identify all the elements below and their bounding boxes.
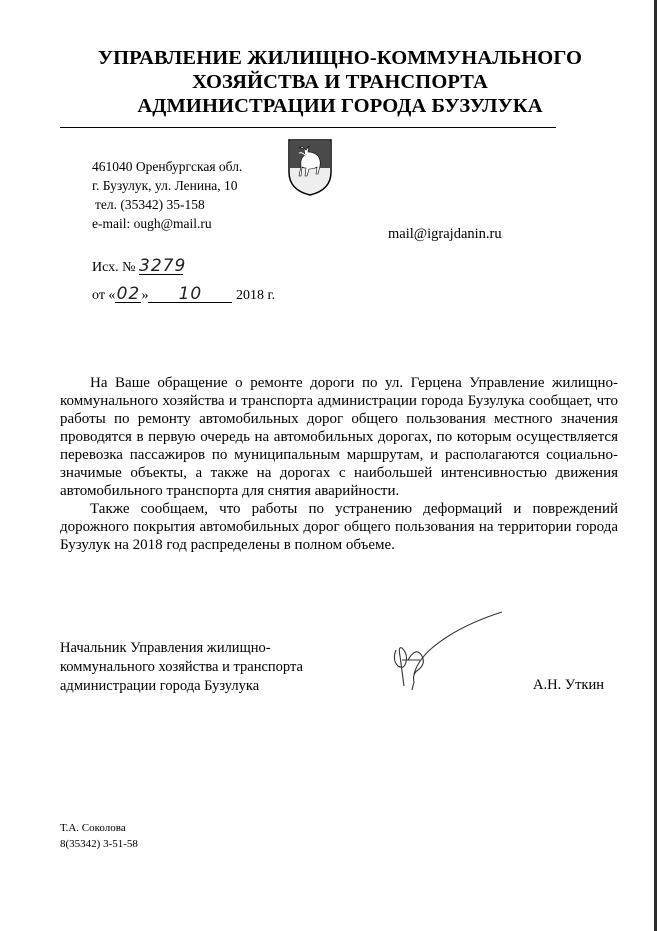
signatory-title-line-2: коммунального хозяйства и транспорта [60, 659, 303, 675]
date-mid: » [141, 288, 149, 303]
signer-name: А.Н. Уткин [533, 677, 604, 693]
body-paragraph-1: На Ваше обращение о ремонте дороги по ул. Герцена Управление жилищно-коммунального хозяйства и транспорта администрации города Бузулука сообщает, что работы по ремонту автомобильных дорог общего пользования местного значения проводятся в первую очередь на автомобильных дорогах, по которым осуществляется перевозка пассажиров по муниципальным маршрутам, и располагаются социально-значимые объекты, а также на дорогах с наибольшей интенсивностью движения автомобильного транспорта для снятия аварийности. [60, 375, 618, 499]
executor-phone: 8(35342) 3-51-58 [60, 838, 138, 850]
letter-body [60, 374, 618, 554]
recipient-email: mail@igrajdanin.ru [388, 226, 502, 242]
signatory-title-line-3: администрации города Бузулука [60, 678, 260, 694]
address-line-2: г. Бузулук, ул. Ленина, 10 [92, 178, 238, 193]
outgoing-number-line [92, 256, 187, 276]
header-divider [60, 127, 556, 128]
outgoing-date-line [92, 286, 275, 304]
organization-header [60, 46, 620, 118]
address-email: e-mail: ough@mail.ru [92, 216, 212, 231]
sender-address [92, 157, 242, 233]
date-month-handwritten: 10 [148, 286, 232, 303]
date-prefix: от « [92, 288, 116, 303]
signatory-title-line-1: Начальник Управления жилищно- [60, 640, 271, 656]
handwritten-signature [388, 590, 508, 700]
date-year: 2018 г. [235, 288, 276, 303]
outgoing-number-handwritten: 3279 [139, 256, 187, 276]
outgoing-number-label: Исх. № [92, 260, 136, 275]
signatory-title [60, 639, 303, 696]
header-line-3: АДМИНИСТРАЦИИ ГОРОДА БУЗУЛУКА [137, 95, 543, 117]
city-coat-of-arms-icon [287, 138, 333, 196]
header-line-1: УПРАВЛЕНИЕ ЖИЛИЩНО-КОММУНАЛЬНОГО [97, 47, 583, 69]
executor-contact [60, 820, 138, 852]
executor-name: Т.А. Соколова [60, 822, 126, 834]
date-day-handwritten: 02 [116, 284, 141, 304]
address-line-1: 461040 Оренбургская обл. [92, 159, 243, 174]
address-phone: тел. (35342) 35-158 [95, 197, 205, 212]
header-line-2: ХОЗЯЙСТВА И ТРАНСПОРТА [192, 71, 488, 93]
body-paragraph-2: Также сообщаем, что работы по устранению деформаций и повреждений дорожного покрытия автомобильных дорог общего пользования на территории города Бузулук на 2018 год распределены в полном объеме. [60, 501, 618, 553]
